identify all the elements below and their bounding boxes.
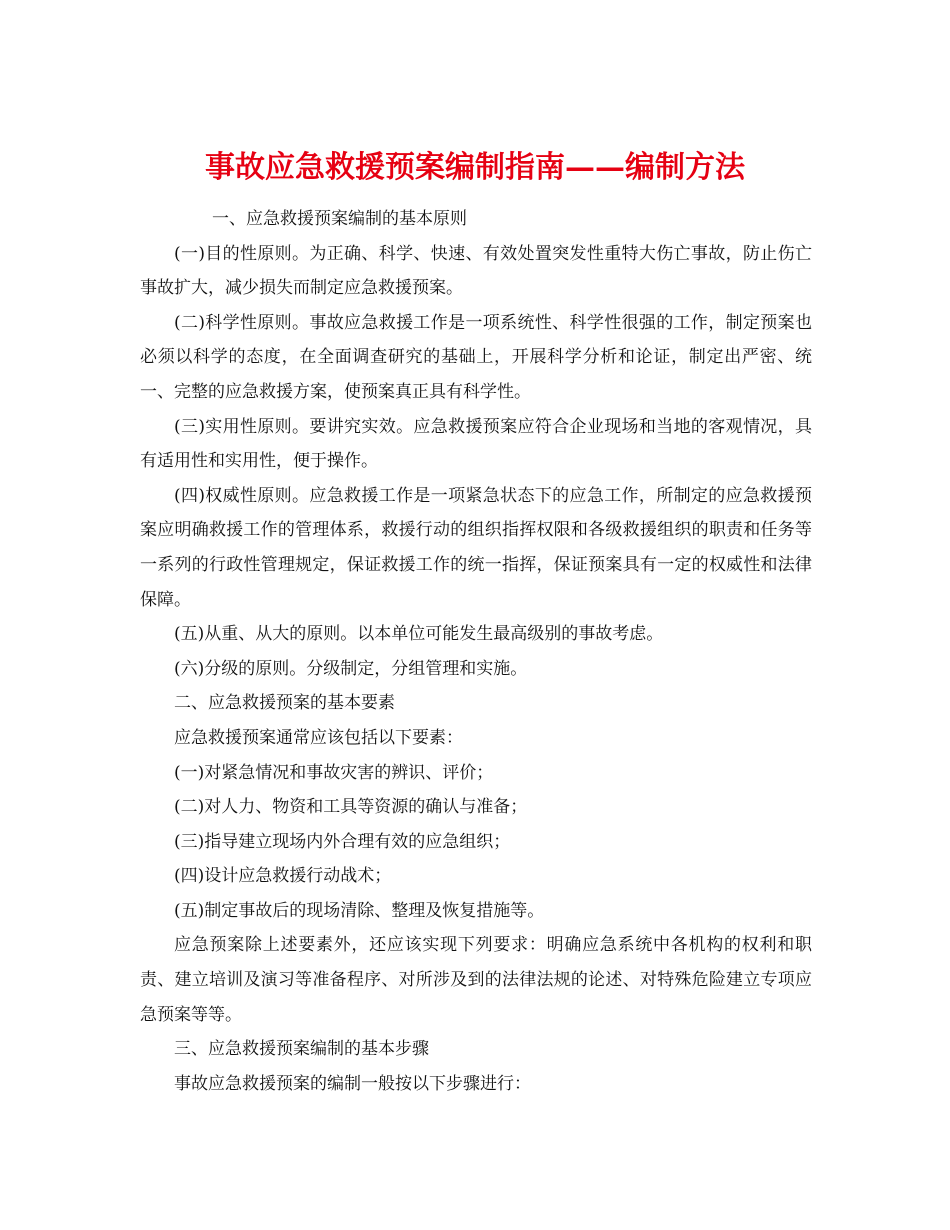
list-item-element-1: (一)对紧急情况和事故灾害的辨识、评价； [174,762,494,783]
paragraph-principle-grading: (六)分级的原则。分级制定，分组管理和实施。 [174,658,528,679]
paragraph-principle-scientific: (二)科学性原则。事故应急救援工作是一项系统性、科学性很强的工作，制定预案也必须以科学的态度，在全面调查研究的基础上，开展科学分析和论证，制定出严密、统一、完整的应急救援方案，使预案真正具有科学性。 [140,312,812,402]
paragraph-steps-intro: 事故应急救援预案的编制一般按以下步骤进行： [174,1073,531,1094]
paragraph-principle-authority: (四)权威性原则。应急救援工作是一项紧急状态下的应急工作，所制定的应急救援预案应明确救援工作的管理体系，救援行动的组织指挥权限和各级救援组织的职责和任务等一系列的行政性管理规定，保证救援工作的统一指挥，保证预案具有一定的权威性和法律保障。 [140,485,812,610]
list-item-element-4: (四)设计应急救援行动战术； [174,866,392,887]
paragraph-elements-intro: 应急救援预案通常应该包括以下要素： [174,727,463,748]
section-heading-principles: 一、应急救援预案编制的基本原则 [212,209,467,229]
paragraph-principle-purpose: (一)目的性原则。为正确、科学、快速、有效处置突发性重特大伤亡事故，防止伤亡事故扩大，减少损失而制定应急救援预案。 [140,243,812,299]
section-heading-steps: 三、应急救援预案编制的基本步骤 [174,1039,429,1060]
list-item-element-5: (五)制定事故后的现场清除、整理及恢复措施等。 [174,900,545,921]
list-item-element-2: (二)对人力、物资和工具等资源的确认与准备； [174,797,528,818]
section-heading-elements: 二、应急救援预案的基本要素 [174,693,395,714]
document-body [140,202,812,1101]
paragraph-principle-practical: (三)实用性原则。要讲究实效。应急救援预案应符合企业现场和当地的客观情况，具有适用性和实用性，便于操作。 [140,416,812,472]
paragraph-additional-requirements: 应急预案除上述要素外，还应该实现下列要求：明确应急系统中各机构的权利和职责、建立培训及演习等准备程序、对所涉及到的法律法规的论述、对特殊危险建立专项应急预案等等。 [140,935,812,1025]
page-title: 事故应急救援预案编制指南——编制方法 [205,150,745,186]
list-item-element-3: (三)指导建立现场内外合理有效的应急组织； [174,831,511,852]
paragraph-principle-severity: (五)从重、从大的原则。以本单位可能发生最高级别的事故考虑。 [174,624,664,645]
